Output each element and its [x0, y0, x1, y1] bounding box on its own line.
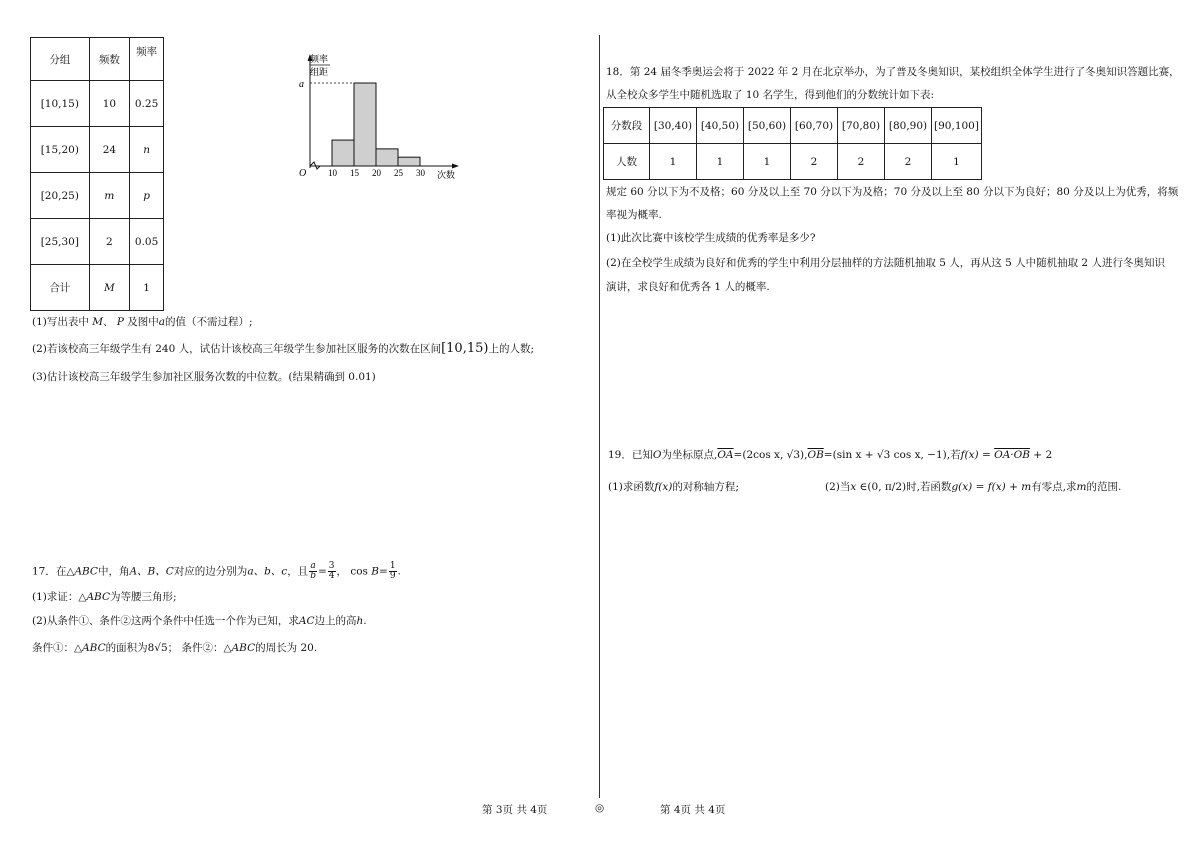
q19-stem: 19．已知O为坐标原点$,\overline{OA}=(2\cos$ x, $√3),\overline{OB}=(\sin$ x + √3 cos x, −1),若f(x) = OA·OB + 2 — [608, 449, 1053, 461]
footer-page-left: 第 3页 共 4页 — [482, 804, 548, 816]
x-tick-label: 30 — [416, 168, 425, 178]
table-cell: 1 — [697, 144, 744, 180]
table-cell: 0.05 — [130, 219, 164, 265]
score-table — [603, 107, 982, 180]
table-cell: m — [89, 173, 130, 219]
q17-conditions: 条件①：△ABC的面积为8√5； 条件②：△ABC的周长为 20. — [32, 642, 318, 654]
q18-stem-line1: 18．第 24 届冬季奥运会将于 2022 年 2 月在北京举办，为了普及冬奥知识，某校组织全体学生进行了冬奥知识答题比赛， — [606, 66, 1180, 78]
table-row — [31, 127, 164, 173]
table-cell: [30,40) — [650, 108, 697, 144]
table-header-cell: 频率 — [130, 38, 164, 81]
table-cell: 2 — [791, 144, 838, 180]
table-cell: 0.25 — [130, 81, 164, 127]
x-tick-label: 20 — [372, 168, 381, 178]
q16-part3: (3)估计该校高三年级学生参加社区服务次数的中位数。(结果精确到 0.01) — [32, 371, 376, 383]
q17-part2: (2)从条件①、条件②这两个条件中任选一个作为已知，求AC边上的高h. — [32, 615, 367, 627]
q19-part2: (2)当x ∈(0, π/2)时,若函数g(x) = f(x) + m有零点,求m的范围. — [825, 481, 1122, 493]
q18-part2-line2: 演讲，求良好和优秀各 1 人的概率. — [606, 281, 770, 293]
table-cell: [60,70) — [791, 108, 838, 144]
table-header-cell: 频数 — [89, 38, 130, 81]
table-cell: [25,30] — [31, 219, 90, 265]
q16-part2: (2)若该校高三年级学生有 240 人，试估计该校高三年级学生参加社区服务的次数在区间[10,15)上的人数; — [32, 341, 535, 356]
table-cell: [50,60) — [744, 108, 791, 144]
histogram-bar — [332, 140, 354, 166]
table-cell: [10,15) — [31, 81, 90, 127]
frequency-histogram — [290, 50, 470, 185]
table-cell: [70,80) — [838, 108, 885, 144]
table-row — [31, 173, 164, 219]
histogram-bar — [376, 149, 398, 166]
origin-label: O — [299, 168, 307, 179]
table-row — [31, 265, 164, 311]
y-label-bottom: 组距 — [310, 67, 329, 77]
table-cell: 1 — [130, 265, 164, 311]
page-divider — [599, 35, 600, 798]
x-axis-arrow — [452, 164, 459, 169]
table-cell: 2 — [89, 219, 130, 265]
table-cell: 合计 — [31, 265, 90, 311]
x-tick-label: 15 — [350, 168, 359, 178]
footer-center-icon: ◎ — [595, 802, 605, 814]
table-header-row — [31, 38, 164, 81]
table-cell: [80,90) — [885, 108, 932, 144]
table-row — [31, 81, 164, 127]
x-tick-label: 10 — [328, 168, 337, 178]
table-cell: 2 — [885, 144, 932, 180]
frequency-table — [30, 37, 164, 311]
table-cell: n — [130, 127, 164, 173]
table-cell: [40,50) — [697, 108, 744, 144]
q19-part1: (1)求函数f(x)的对称轴方程; — [608, 481, 739, 493]
table-header-cell: 分组 — [31, 38, 90, 81]
x-tick-label: 25 — [394, 168, 403, 178]
table-header-cell: 分数段 — [604, 108, 650, 144]
a-label: a — [299, 79, 304, 90]
table-cell: p — [130, 173, 164, 219]
table-cell: 2 — [838, 144, 885, 180]
table-row — [604, 144, 982, 180]
q18-stem-line2: 从全校众多学生中随机选取了 10 名学生，得到他们的分数统计如下表: — [606, 89, 935, 101]
table-cell: 1 — [744, 144, 791, 180]
table-row — [31, 219, 164, 265]
table-row — [604, 108, 982, 144]
histogram-bar — [398, 157, 420, 166]
table-cell: [15,20) — [31, 127, 90, 173]
footer-page-right: 第 4页 共 4页 — [660, 804, 726, 816]
q17-part1: (1)求证：△ABC为等腰三角形; — [32, 591, 177, 603]
table-cell: 10 — [89, 81, 130, 127]
histogram-bar — [354, 83, 376, 166]
q18-rule-line1: 规定 60 分以下为不及格；60 分及以上至 70 分以下为及格；70 分及以上至 80 分以下为良好；80 分及以上为优秀，将频 — [606, 186, 1179, 198]
y-label-top: 频率 — [310, 54, 329, 64]
q18-part2-line1: (2)在全校学生成绩为良好和优秀的学生中利用分层抽样的方法随机抽取 5 人，再从这 5 人中随机抽取 2 人进行冬奥知识 — [606, 257, 1165, 269]
table-cell: 1 — [650, 144, 697, 180]
x-axis-label: 次数 — [437, 170, 456, 180]
table-cell: 1 — [932, 144, 982, 180]
table-cell: [20,25) — [31, 173, 90, 219]
table-cell: M — [89, 265, 130, 311]
table-cell: 24 — [89, 127, 130, 173]
q17-stem: 17．在△ABC中，角A、B、C对应的边分别为a、b、c，且 $\frac{a}{b}$ = $\frac{3}{4}$ ， cos B= $\frac{1}{9}$ . — [32, 561, 401, 581]
q18-part1: (1)此次比赛中该校学生成绩的优秀率是多少? — [606, 232, 816, 244]
table-header-cell: 人数 — [604, 144, 650, 180]
q18-rule-line2: 率视为概率. — [606, 209, 662, 221]
q16-part1: (1)写出表中 M、 P 及图中a的值（不需过程）; — [32, 316, 253, 328]
table-cell: [90,100] — [932, 108, 982, 144]
